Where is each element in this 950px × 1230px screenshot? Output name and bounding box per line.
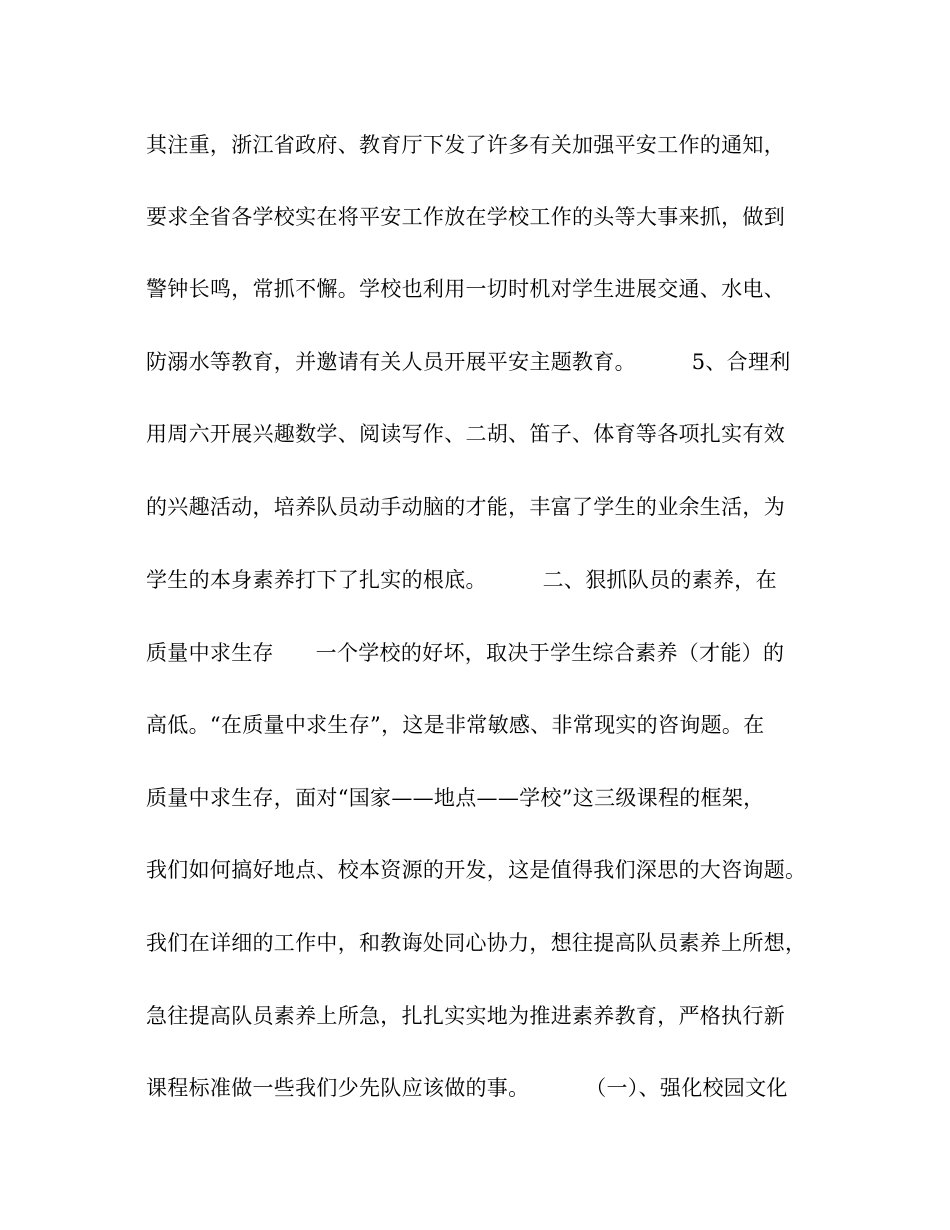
text-line: 我们如何搞好地点、校本资源的开发，这是值得我们深思的大咨询题。: [146, 858, 807, 882]
text-line: 急往提高队员素养上所急，扎扎实实地为推进素养教育，严格执行新: [146, 1004, 785, 1028]
text-line: 质量中求生存，面对“国家——地点——学校”这三级课程的框架，: [146, 786, 765, 810]
text-line: 学生的本身素养打下了扎实的根底。 二、狠抓队员的素养，在: [146, 568, 777, 592]
text-line: 高低。“在质量中求生存”，这是非常敏感、非常现实的咨询题。在: [146, 713, 765, 737]
text-line: 防溺水等教育，并邀请有关人员开展平安主题教育。 5、合理利: [146, 350, 791, 374]
text-line: 课程标准做一些我们少先队应该做的事。 （一）、强化校园文化: [146, 1076, 788, 1100]
text-line: 的兴趣活动，培养队员动手动脑的才能，丰富了学生的业余生活，为: [146, 495, 785, 519]
text-line: 我们在详细的工作中，和教诲处同心协力，想往提高队员素养上所想，: [146, 931, 807, 955]
text-line: 质量中求生存 一个学校的好坏，取决于学生综合素养（才能）的: [146, 641, 785, 665]
text-line: 用周六开展兴趣数学、阅读写作、二胡、笛子、体育等各项扎实有效: [146, 422, 785, 446]
text-line: 警钟长鸣，常抓不懈。学校也利用一切时机对学生进展交通、水电、: [146, 277, 785, 301]
text-line: 要求全省各学校实在将平安工作放在学校工作的头等大事来抓，做到: [146, 205, 785, 229]
text-line: 其注重，浙江省政府、教育厅下发了许多有关加强平安工作的通知，: [146, 133, 785, 157]
